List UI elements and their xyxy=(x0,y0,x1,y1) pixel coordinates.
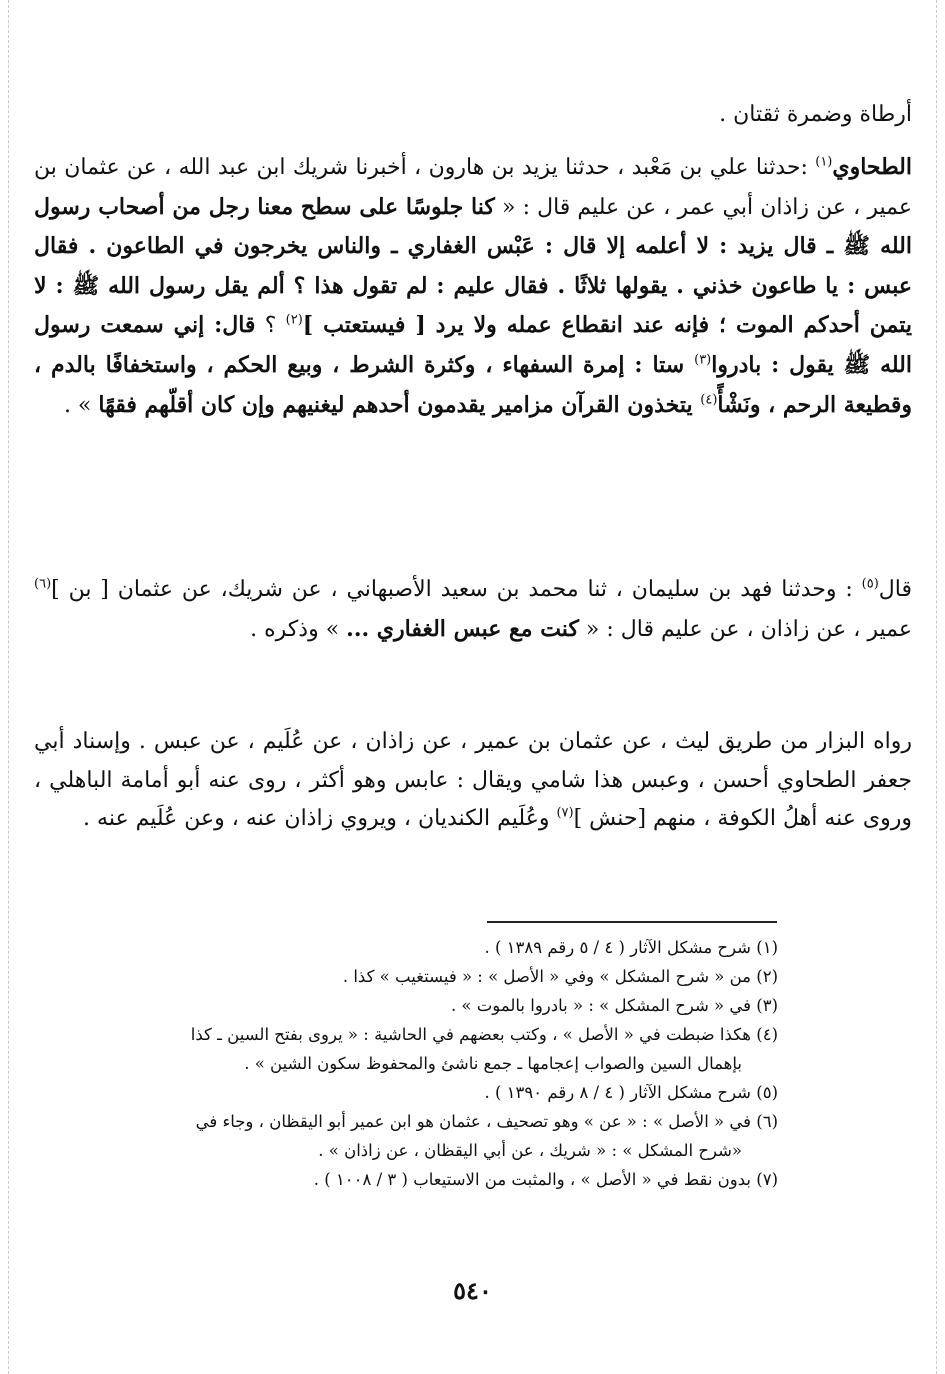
source-name: الطحاوي xyxy=(832,154,912,180)
footnote-ref: (٤) xyxy=(700,392,718,408)
quote-end: » . xyxy=(63,392,99,418)
footnote-4 xyxy=(34,1020,778,1078)
page-number: ٥٤٠ xyxy=(453,1276,492,1305)
footnote-ref: (٥) xyxy=(861,576,879,592)
footnote-2 xyxy=(34,962,778,991)
footnote-text: (٦) في « الأصل » : « عن » وهو تصحيف ، عثمان هو ابن عمير أبو اليقظان ، وجاء في xyxy=(195,1112,778,1131)
footnote-3 xyxy=(34,991,778,1020)
footnote-divider xyxy=(487,921,777,923)
isnad-text: : وحدثنا فهد بن سليمان ، ثنا محمد بن سعيد الأصبهاني ، عن شريك، عن عثمان [ بن ] xyxy=(51,577,862,602)
paragraph-top-text: أرطاة وضمرة ثقتان . xyxy=(719,102,912,127)
source-name: قال xyxy=(878,577,912,602)
hadith-text: كنت مع عبس الغفاري ... xyxy=(346,615,579,642)
footnote-7 xyxy=(34,1165,778,1194)
hadith-text: قال: إني سمعت رسول الله ﷺ يقول : بادروا xyxy=(34,312,912,378)
footnote-text: (٣) في « شرح المشكل » : « بادروا بالموت » . xyxy=(450,996,778,1015)
scan-edge-left xyxy=(8,0,9,1374)
footnote-text: (١) شرح مشكل الآثار ( ٤ / ٥ رقم ١٣٨٩ ) . xyxy=(484,938,778,957)
paragraph-hadith-tahawi xyxy=(34,148,912,425)
paragraph-top xyxy=(34,96,912,135)
hadith-text-plain: ؟ xyxy=(255,313,286,339)
footnote-text: (٧) بدون نقط في « الأصل » ، والمثبت من الاستيعاب ( ٣ / ١٠٠٨ ) . xyxy=(313,1170,778,1189)
commentary-text: وعُلَيم الكنديان ، ويروي زاذان عنه ، وعن عُلَيم عنه . xyxy=(83,806,557,832)
footnote-ref: (٧) xyxy=(556,805,574,821)
footnote-text: (٢) من « شرح المشكل » وفي « الأصل » : « فيستغيب » كذا . xyxy=(342,967,778,986)
footnote-6 xyxy=(34,1107,778,1165)
isnad-text: عمير ، عن زاذان ، عن عليم قال : « xyxy=(578,616,912,642)
footnote-ref: (٢) xyxy=(285,313,303,329)
paragraph-second-chain xyxy=(34,571,912,649)
footnote-ref: (٣) xyxy=(694,352,712,368)
footnote-continuation: بإهمال السين والصواب إعجامها ـ جمع ناشئ والمحفوظ سكون الشين » . xyxy=(244,1054,742,1073)
isnad-text: :حدثنا علي بن مَعْبد ، حدثنا يزيد بن هارون ، أخبرنا شريك ابن عبد الله ، عن عثمان بن عمير ، عن زاذان أبي عمر ، عن عليم قال : « xyxy=(34,155,912,220)
scan-edge-right xyxy=(936,0,937,1374)
footnote-ref: (١) xyxy=(815,154,833,170)
footnote-ref: (٦) xyxy=(34,576,52,592)
footnotes xyxy=(34,933,778,1194)
hadith-text: يتخذون القرآن مزامير يقدمون أحدهم ليغنيهم وإن كان أقلّهم فقهًا xyxy=(98,391,701,418)
quote-end: » وذكره . xyxy=(250,616,347,642)
footnote-continuation: «شرح المشكل » : « شريك ، عن أبي اليقظان ، عن زاذان » . xyxy=(318,1141,742,1160)
footnote-text: (٤) هكذا ضبطت في « الأصل » ، وكتب بعضهم في الحاشية : « يروى بفتح السين ـ كذا xyxy=(190,1025,778,1044)
footnote-5 xyxy=(34,1078,778,1107)
commentary-text: رواه البزار من طريق ليث ، عن عثمان بن عمير ، عن زاذان ، عن عُلَيم ، عن عبس . وإسناد أبي جعفر الطحاوي أحسن ، وعبس هذا شامي ويقال : عابس وهو أكثر ، روى عنه أبو أمامة الباهلي ، وروى عنه أهلُ الكوفة ، منهم [حنش ] xyxy=(34,729,912,832)
hadith-text: كنا جلوسًا على سطح معنا رجل من أصحاب رسول الله ﷺ ـ قال يزيد : لا أعلمه إلا قال : عَبْس الغفاري ـ والناس يخرجون في الطاعون . فقال عبس : يا طاعون خذني . يقولها ثلاثًا . فقال عليم : لم تقول هذا ؟ ألم يقل رسول الله ﷺ : لا يتمن أحدكم الموت ؛ فإنه عند انقطاع عمله ولا يرد [ فيستعتب ] xyxy=(34,193,913,339)
paragraph-commentary xyxy=(34,723,912,839)
hadith-text: ستا : إمرة السفهاء ، وكثرة الشرط ، وبيع الحكم ، واستخفافًا بالدم ، وقطيعة الرحم ، ونَشْأً xyxy=(34,351,912,418)
footnote-text: (٥) شرح مشكل الآثار ( ٤ / ٨ رقم ١٣٩٠ ) . xyxy=(484,1083,778,1102)
footnote-1 xyxy=(34,933,778,962)
